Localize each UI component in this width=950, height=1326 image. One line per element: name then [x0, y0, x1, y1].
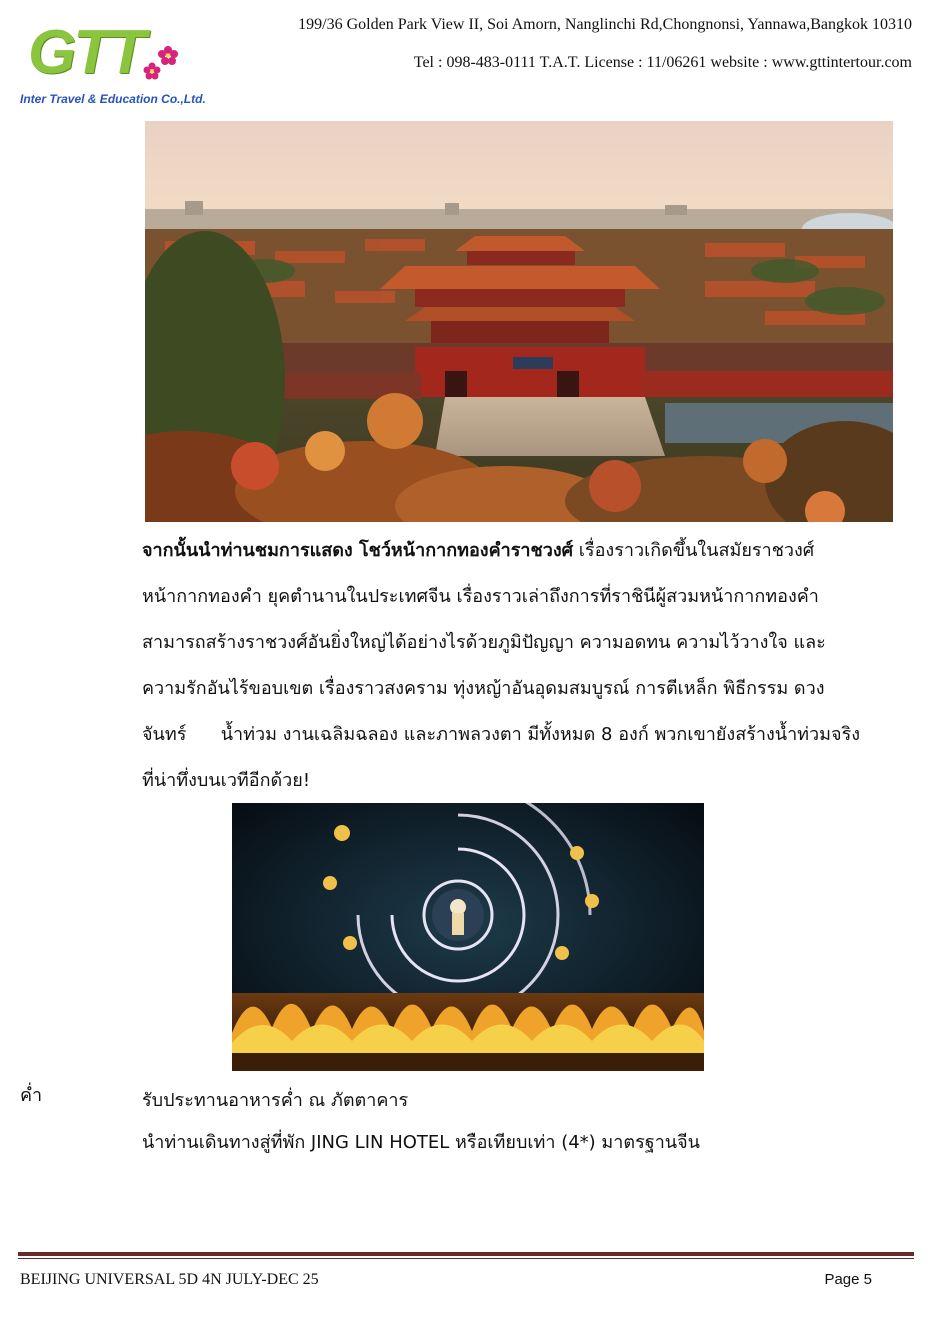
dinner-line-1: รับประทานอาหารค่ำ ณ ภัตตาคาร: [142, 1090, 409, 1111]
show-description: [142, 528, 912, 804]
para-line-1: [142, 528, 912, 574]
company-address: 199/36 Golden Park View II, Soi Amorn, Nanglinchi Rd,Chongnonsi, Yannawa,Bangkok 10310: [298, 16, 912, 33]
logo-subtitle: Inter Travel & Education Co.,Ltd.: [20, 92, 206, 106]
golden-mask-show-photo: [232, 803, 704, 1071]
dinner-details: [142, 1080, 700, 1164]
tour-code: BEIJING UNIVERSAL 5D 4N JULY-DEC 25: [20, 1271, 319, 1288]
forbidden-city-photo: [145, 121, 893, 522]
company-logo: [20, 18, 206, 118]
flower-icon: [138, 40, 184, 86]
footer-rule-thin: [18, 1258, 914, 1259]
para-line-2: หน้ากากทองคำ ยุคตำนานในประเทศจีน เรื่องราวเล่าถึงการที่ราชินีผู้สวมหน้ากากทองคำ: [142, 586, 819, 607]
para-line-4: ความรักอันไร้ขอบเขต เรื่องราวสงคราม ทุ่งหญ้าอันอุดมสมบูรณ์ การตีเหล็ก พิธีกรรม ดวง: [142, 678, 825, 699]
footer-rule: [18, 1252, 914, 1256]
company-contact: Tel : 098-483-0111 T.A.T. License : 11/06261 website : www.gttintertour.com: [413, 54, 912, 71]
hotel-line: นำท่านเดินทางสู่ที่พัก JING LIN HOTEL หรือเทียบเท่า (4*) มาตรฐานจีน: [142, 1132, 700, 1153]
para-line-5: จันทร์ น้ำท่วม งานเฉลิมฉลอง และภาพลวงตา มีทั้งหมด 8 องก์ พวกเขายังสร้างน้ำท่วมจริง: [142, 724, 861, 745]
show-title: จากนั้นนำท่านชมการแสดง โชว์หน้ากากทองคำราชวงศ์: [142, 540, 574, 561]
para-line-6: ที่น่าทึ่งบนเวทีอีกด้วย!: [142, 770, 311, 791]
page-number: Page 5: [824, 1271, 872, 1288]
para-line-1-rest: เรื่องราวเกิดขึ้นในสมัยราชวงศ์: [573, 540, 815, 561]
logo-text: GTT: [28, 18, 143, 87]
meal-label: ค่ำ: [20, 1085, 43, 1106]
para-line-3: สามารถสร้างราชวงศ์อันยิ่งใหญ่ได้อย่างไรด้วยภูมิปัญญา ความอดทน ความไว้วางใจ และ: [142, 632, 826, 653]
